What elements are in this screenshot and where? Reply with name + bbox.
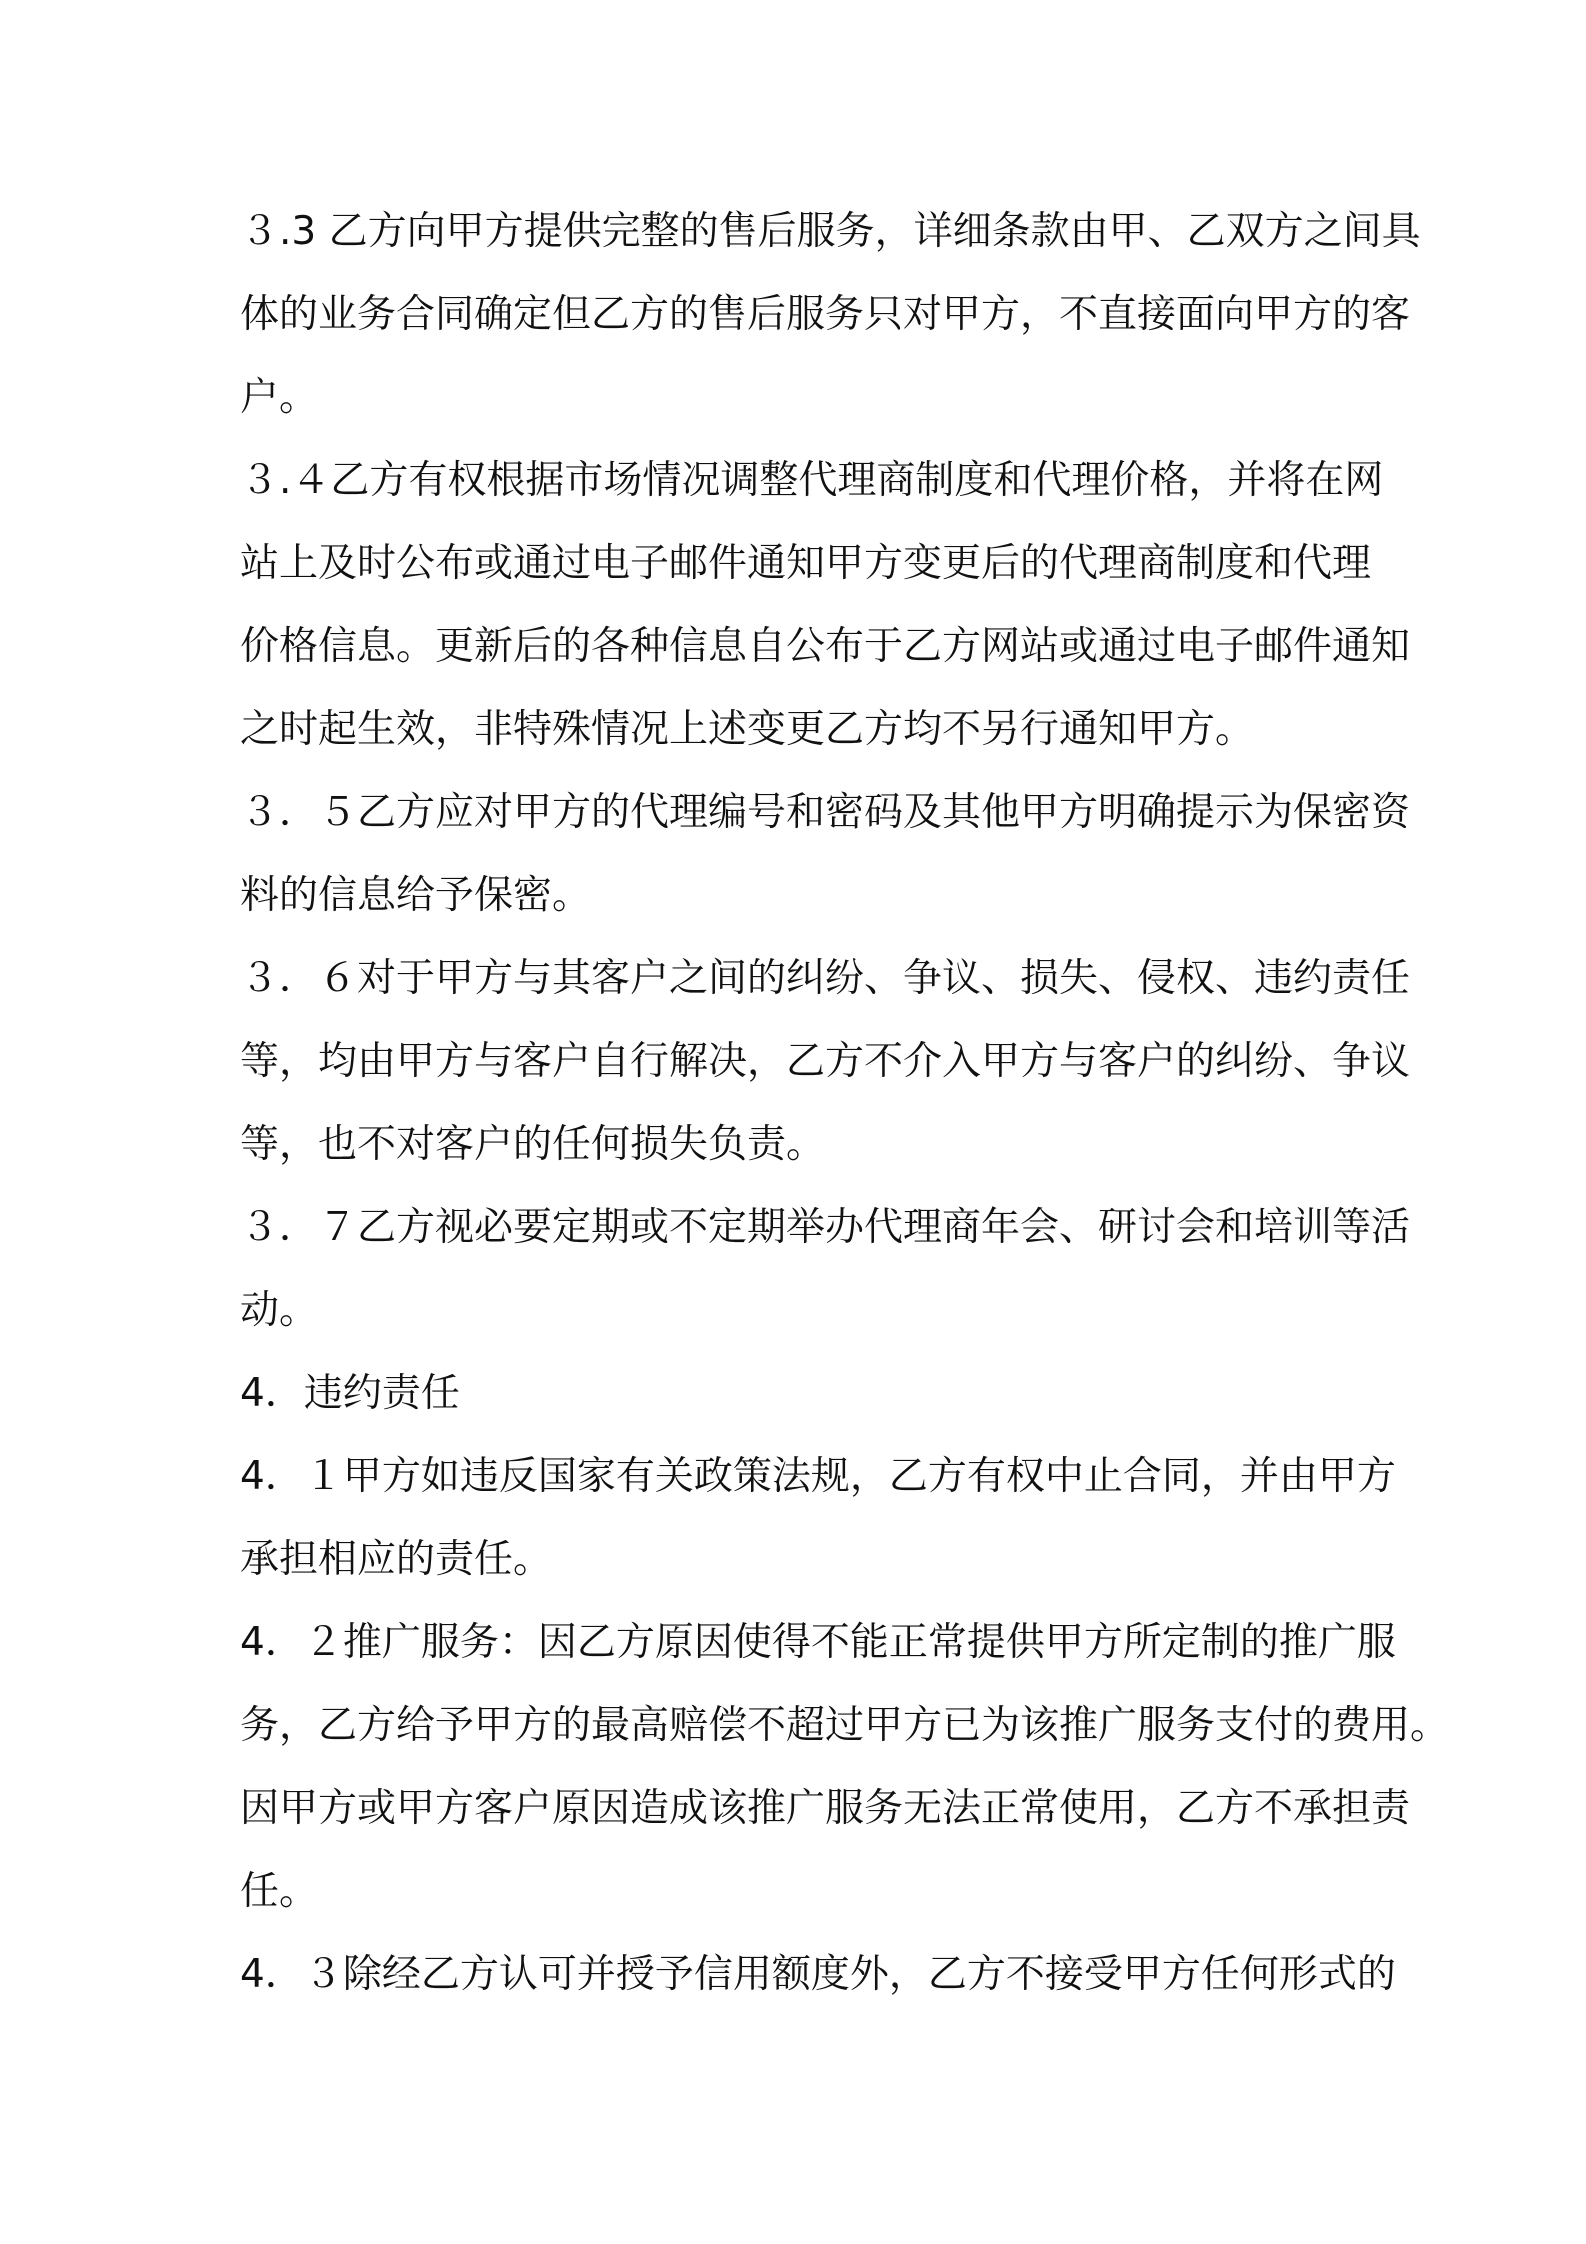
text-line: 承担相应的责任。 (240, 1537, 553, 1582)
text-line: 4．违约责任 (240, 1371, 460, 1416)
text-line: 任。 (240, 1869, 319, 1914)
text-line: 4．１甲方如违反国家有关政策法规，乙方有权中止合同，并由甲方 (240, 1454, 1396, 1499)
text-line: 站上及时公布或通过电子邮件通知甲方变更后的代理商制度和代理 (240, 541, 1372, 586)
text-line: 因甲方或甲方客户原因造成该推广服务无法正常使用，乙方不承担责 (240, 1786, 1411, 1831)
text-line: ３．６对于甲方与其客户之间的纠纷、争议、损失、侵权、违约责任 (240, 956, 1411, 1001)
text-line: ３．７乙方视必要定期或不定期举办代理商年会、研讨会和培训等活 (240, 1205, 1411, 1250)
text-line: 体的业务合同确定但乙方的售后服务只对甲方，不直接面向甲方的客 (240, 292, 1411, 337)
text-line: 动。 (240, 1288, 319, 1333)
text-line: 户。 (240, 375, 319, 420)
text-line: 4．２推广服务：因乙方原因使得不能正常提供甲方所定制的推广服 (240, 1620, 1396, 1665)
text-line: 等，均由甲方与客户自行解决，乙方不介入甲方与客户的纠纷、争议 (240, 1039, 1411, 1084)
text-line: 之时起生效，非特殊情况上述变更乙方均不另行通知甲方。 (240, 707, 1255, 752)
text-line: ３.４乙方有权根据市场情况调整代理商制度和代理价格，并将在网 (240, 458, 1384, 503)
text-line: 价格信息。更新后的各种信息自公布于乙方网站或通过电子邮件通知 (240, 624, 1411, 669)
text-line: 务，乙方给予甲方的最高赔偿不超过甲方已为该推广服务支付的费用。 (240, 1703, 1450, 1748)
text-line: 4．３除经乙方认可并授予信用额度外，乙方不接受甲方任何形式的 (240, 1952, 1396, 1997)
text-line: 料的信息给予保密。 (240, 873, 592, 918)
text-line: ３．５乙方应对甲方的代理编号和密码及其他甲方明确提示为保密资 (240, 790, 1411, 835)
text-line: ３.3 乙方向甲方提供完整的售后服务，详细条款由甲、乙双方之间具 (240, 209, 1421, 254)
text-line: 等，也不对客户的任何损失负责。 (240, 1122, 826, 1167)
